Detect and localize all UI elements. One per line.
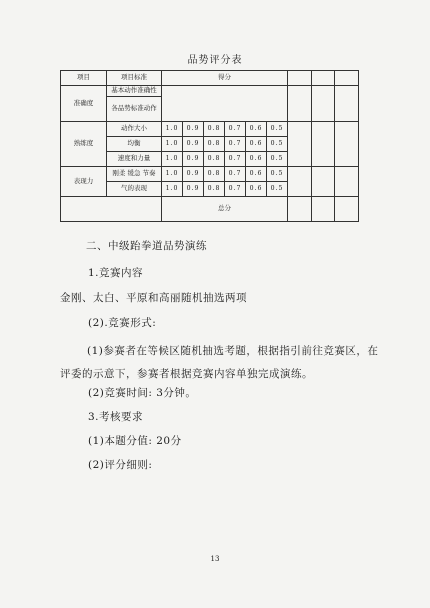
score-cell: 0.6: [246, 137, 267, 152]
score-cell: 0.5: [267, 182, 288, 197]
score-cell: 0.5: [267, 152, 288, 167]
criterion-label: 速度和力量: [107, 152, 162, 167]
category-accuracy: 准确度: [61, 86, 107, 122]
criterion-label: 刚柔 缓急 节奏: [107, 167, 162, 182]
score-cell: 0.6: [246, 122, 267, 137]
header-deduction: 得分: [162, 71, 288, 86]
total-label: 总分: [162, 197, 288, 222]
score-cell: 0.6: [246, 167, 267, 182]
scoring-details-paragraph: (2)评分细则:: [88, 459, 153, 471]
score-cell: 0.6: [246, 182, 267, 197]
score-cell: 0.7: [225, 182, 246, 197]
score-cell: 0.9: [183, 122, 204, 137]
time-paragraph: (2)竞赛时间: 3分钟。: [88, 387, 197, 399]
score-value-paragraph: (1)本题分值: 20分: [88, 435, 182, 447]
score-cell: 0.7: [225, 137, 246, 152]
score-cell: 0.8: [204, 122, 225, 137]
score-cell: 1.0: [162, 182, 183, 197]
criterion-label: 动作大小: [107, 122, 162, 137]
scoring-table: [60, 70, 359, 222]
score-cell: 0.7: [225, 167, 246, 182]
header-item: 项目: [61, 71, 107, 86]
score-cell: 0.8: [204, 182, 225, 197]
score-cell: 0.9: [183, 167, 204, 182]
subheading-format: (2).竞赛形式:: [88, 317, 157, 329]
score-cell: 0.8: [204, 137, 225, 152]
subheading-requirements: 3.考核要求: [88, 411, 144, 423]
category-expression: 表现力: [61, 167, 107, 197]
accuracy-standard-label: 各品势标准动作: [107, 97, 162, 122]
score-cell: 0.9: [183, 182, 204, 197]
score-cell: 0.6: [246, 152, 267, 167]
total-row: [61, 197, 359, 222]
table-header-row: [61, 71, 359, 86]
score-cell: 0.5: [267, 167, 288, 182]
proficiency-row: [61, 122, 359, 137]
content-paragraph: 金刚、太白、平原和高丽随机抽选两项: [60, 292, 247, 304]
score-cell: 0.9: [183, 152, 204, 167]
score-cell: 1.0: [162, 152, 183, 167]
accuracy-basic-label: 基本动作准确性: [107, 86, 162, 97]
accuracy-row-1: [61, 86, 359, 97]
header-standard: 项目标准: [107, 71, 162, 86]
expression-row: [61, 167, 359, 182]
score-cell: 0.8: [204, 152, 225, 167]
score-cell: 0.5: [267, 137, 288, 152]
score-cell: 0.7: [225, 152, 246, 167]
score-cell: 1.0: [162, 122, 183, 137]
score-cell: 0.5: [267, 122, 288, 137]
table-title: 品势评分表: [187, 55, 243, 66]
section-heading: 二、中级跆拳道品势演练: [86, 240, 207, 252]
score-cell: 1.0: [162, 137, 183, 152]
page-number: 13: [210, 555, 220, 563]
score-cell: 1.0: [162, 167, 183, 182]
format-paragraph: (1)参赛者在等候区随机抽选考题，根据指引前往竞赛区，在评委的示意下，参赛者根据竞赛内容单独完成演练。: [60, 345, 379, 380]
subheading-content: 1.竞赛内容: [88, 267, 144, 279]
category-proficiency: 熟练度: [61, 122, 107, 167]
score-cell: 0.9: [183, 137, 204, 152]
score-cell: 0.8: [204, 167, 225, 182]
score-cell: 0.7: [225, 122, 246, 137]
criterion-label: 气的表现: [107, 182, 162, 197]
criterion-label: 均衡: [107, 137, 162, 152]
